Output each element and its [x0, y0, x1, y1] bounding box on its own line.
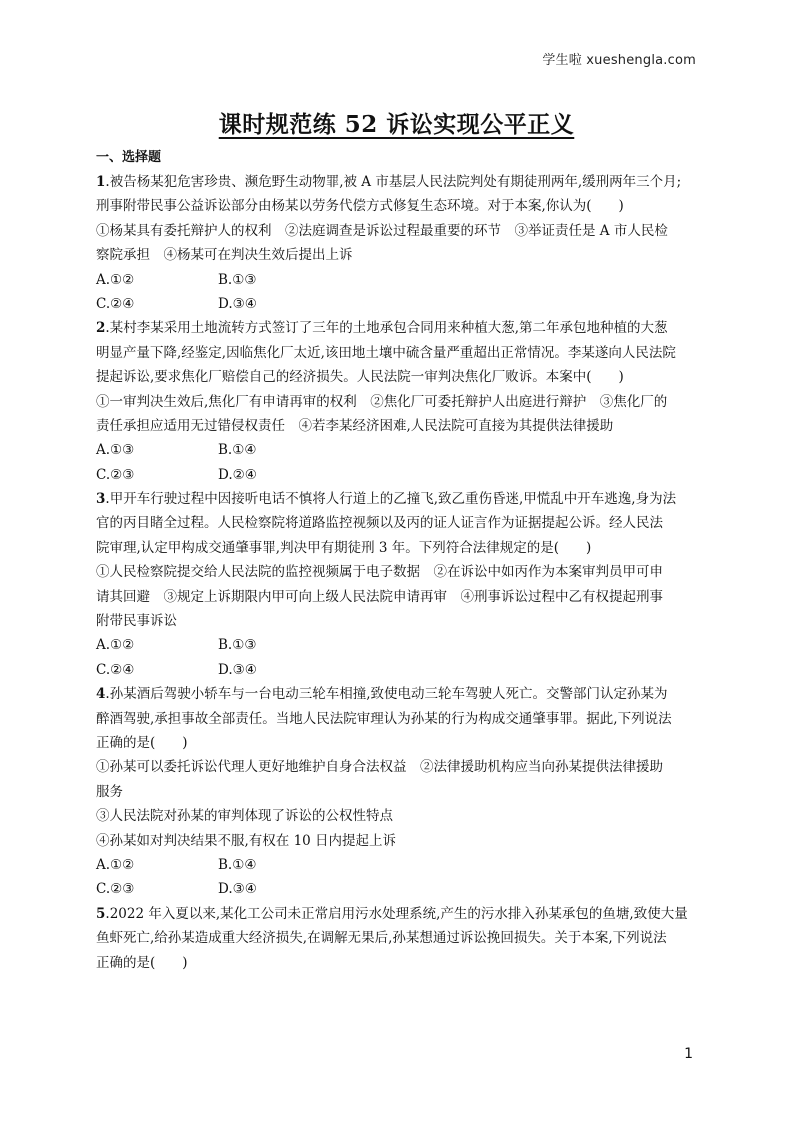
- question-text: 官的丙目睹全过程。人民检察院将道路监控视频以及丙的证人证言作为证据提起公诉。经人民法: [96, 515, 663, 532]
- question-3: [96, 487, 696, 682]
- question-text: 附带民事诉讼: [96, 613, 177, 630]
- question-4: [96, 682, 696, 902]
- answer-option: D.③④: [218, 295, 257, 312]
- question-text: .2022 年入夏以来,某化工公司未正常启用污水处理系统,产生的污水排入孙某承包的鱼塘,致使大量: [105, 905, 688, 922]
- question-text: 明显产量下降,经鉴定,因临焦化厂太近,该田地土壤中硫含量严重超出正常情况。李某遂向人民法院: [96, 344, 676, 361]
- question-text: 鱼虾死亡,给孙某造成重大经济损失,在调解无果后,孙某想通过诉讼挽回损失。关于本案,下列说法: [96, 930, 667, 947]
- question-2: [96, 316, 696, 487]
- page-title: [0, 106, 793, 139]
- answer-option: C.②④: [96, 661, 135, 678]
- question-line: [96, 755, 696, 779]
- option-row: [96, 268, 696, 292]
- question-line: [96, 609, 696, 633]
- option-row: [96, 438, 696, 462]
- question-line: [96, 585, 696, 609]
- question-number: 4: [96, 686, 106, 703]
- question-list: [96, 170, 696, 975]
- question-number: 1: [96, 174, 106, 190]
- answer-option: C.②④: [96, 295, 135, 312]
- question-text: ①人民检察院提交给人民法院的监控视频属于电子数据 ②在诉讼中如丙作为本案审判员甲可申: [96, 564, 663, 581]
- question-line: [96, 170, 696, 194]
- question-line: [96, 365, 696, 389]
- option-row: [96, 853, 696, 877]
- question-text: 正确的是( ): [96, 954, 188, 971]
- question-text: 服务: [96, 783, 123, 800]
- question-line: [96, 487, 696, 511]
- question-5: [96, 902, 696, 975]
- question-line: [96, 219, 696, 243]
- question-text: .某村李某采用土地流转方式签订了三年的土地承包合同用来种植大葱,第二年承包地种植的大葱: [105, 320, 668, 337]
- question-text: 提起诉讼,要求焦化厂赔偿自己的经济损失。人民法院一审判决焦化厂败诉。本案中( ): [96, 369, 624, 386]
- question-text: .被告杨某犯危害珍贵、濒危野生动物罪,被 A 市基层人民法院判处有期徒刑两年,缓刑两年三个月;: [105, 174, 682, 190]
- answer-option: C.②③: [96, 881, 135, 898]
- question-line: [96, 902, 696, 926]
- answer-option: A.①②: [96, 856, 135, 873]
- question-line: [96, 804, 696, 828]
- answer-option: A.①③: [96, 442, 135, 459]
- page-number: 1: [684, 1046, 693, 1062]
- option-row: [96, 633, 696, 657]
- document-body: [96, 146, 696, 975]
- question-line: [96, 780, 696, 804]
- question-line: [96, 414, 696, 438]
- question-line: [96, 682, 696, 706]
- question-line: [96, 316, 696, 340]
- question-line: [96, 829, 696, 853]
- question-text: .甲开车行驶过程中因接听电话不慎将人行道上的乙撞飞,致乙重伤昏迷,甲慌乱中开车逃逸,身为法: [105, 491, 677, 508]
- answer-option: D.③④: [218, 661, 257, 678]
- question-line: [96, 560, 696, 584]
- question-text: 醉酒驾驶,承担事故全部责任。当地人民法院审理认为孙某的行为构成交通肇事罪。据此,下列说法: [96, 710, 672, 727]
- question-line: [96, 926, 696, 950]
- question-line: [96, 707, 696, 731]
- section-heading: 一、选择题: [96, 150, 162, 165]
- question-text: ①一审判决生效后,焦化厂有申请再审的权利 ②焦化厂可委托辩护人出庭进行辩护 ③焦化厂的: [96, 393, 668, 410]
- answer-option: A.①②: [96, 637, 135, 654]
- question-line: [96, 511, 696, 535]
- question-line: [96, 731, 696, 755]
- watermark: 学生啦 xueshengla.com: [542, 53, 696, 68]
- question-text: ①孙某可以委托诉讼代理人更好地维护自身合法权益 ②法律援助机构应当向孙某提供法律援助: [96, 759, 663, 776]
- question-line: [96, 536, 696, 560]
- question-text: ③人民法院对孙某的审判体现了诉讼的公权性特点: [96, 808, 393, 825]
- option-row: [96, 658, 696, 682]
- answer-option: A.①②: [96, 271, 135, 288]
- question-line: [96, 341, 696, 365]
- question-text: 责任承担应适用无过错侵权责任 ④若李某经济困难,人民法院可直接为其提供法律援助: [96, 417, 614, 434]
- answer-option: B.①④: [218, 856, 257, 873]
- answer-option: B.①③: [218, 637, 257, 654]
- question-line: [96, 951, 696, 975]
- question-text: ④孙某如对判决结果不服,有权在 10 日内提起上诉: [96, 832, 397, 849]
- answer-option: D.③④: [218, 881, 257, 898]
- question-line: [96, 390, 696, 414]
- answer-option: B.①④: [218, 442, 257, 459]
- option-row: [96, 463, 696, 487]
- question-text: 正确的是( ): [96, 734, 188, 751]
- question-text: ①杨某具有委托辩护人的权利 ②法庭调查是诉讼过程最重要的环节 ③举证责任是 A 市人民检: [96, 222, 668, 239]
- answer-option: D.②④: [218, 466, 257, 483]
- question-text: 请其回避 ③规定上诉期限内甲可向上级人民法院申请再审 ④刑事诉讼过程中乙有权提起刑事: [96, 588, 663, 605]
- page-title-text: 课时规范练 52 诉讼实现公平正义: [218, 111, 575, 138]
- question-text: 刑事附带民事公益诉讼部分由杨某以劳务代偿方式修复生态环境。对于本案,你认为( ): [96, 198, 624, 215]
- question-text: 院审理,认定甲构成交通肇事罪,判决甲有期徒刑 3 年。下列符合法律规定的是( ): [96, 539, 592, 556]
- question-number: 5: [96, 905, 106, 922]
- option-row: [96, 877, 696, 901]
- answer-option: B.①③: [218, 271, 257, 288]
- question-line: [96, 194, 696, 218]
- question-number: 2: [96, 320, 106, 337]
- question-1: [96, 170, 696, 316]
- question-text: 察院承担 ④杨某可在判决生效后提出上诉: [96, 247, 353, 264]
- option-row: [96, 292, 696, 316]
- answer-option: C.②③: [96, 466, 135, 483]
- question-text: .孙某酒后驾驶小轿车与一台电动三轮车相撞,致使电动三轮车驾驶人死亡。交警部门认定孙某为: [105, 686, 668, 703]
- question-number: 3: [96, 491, 106, 508]
- question-line: [96, 243, 696, 267]
